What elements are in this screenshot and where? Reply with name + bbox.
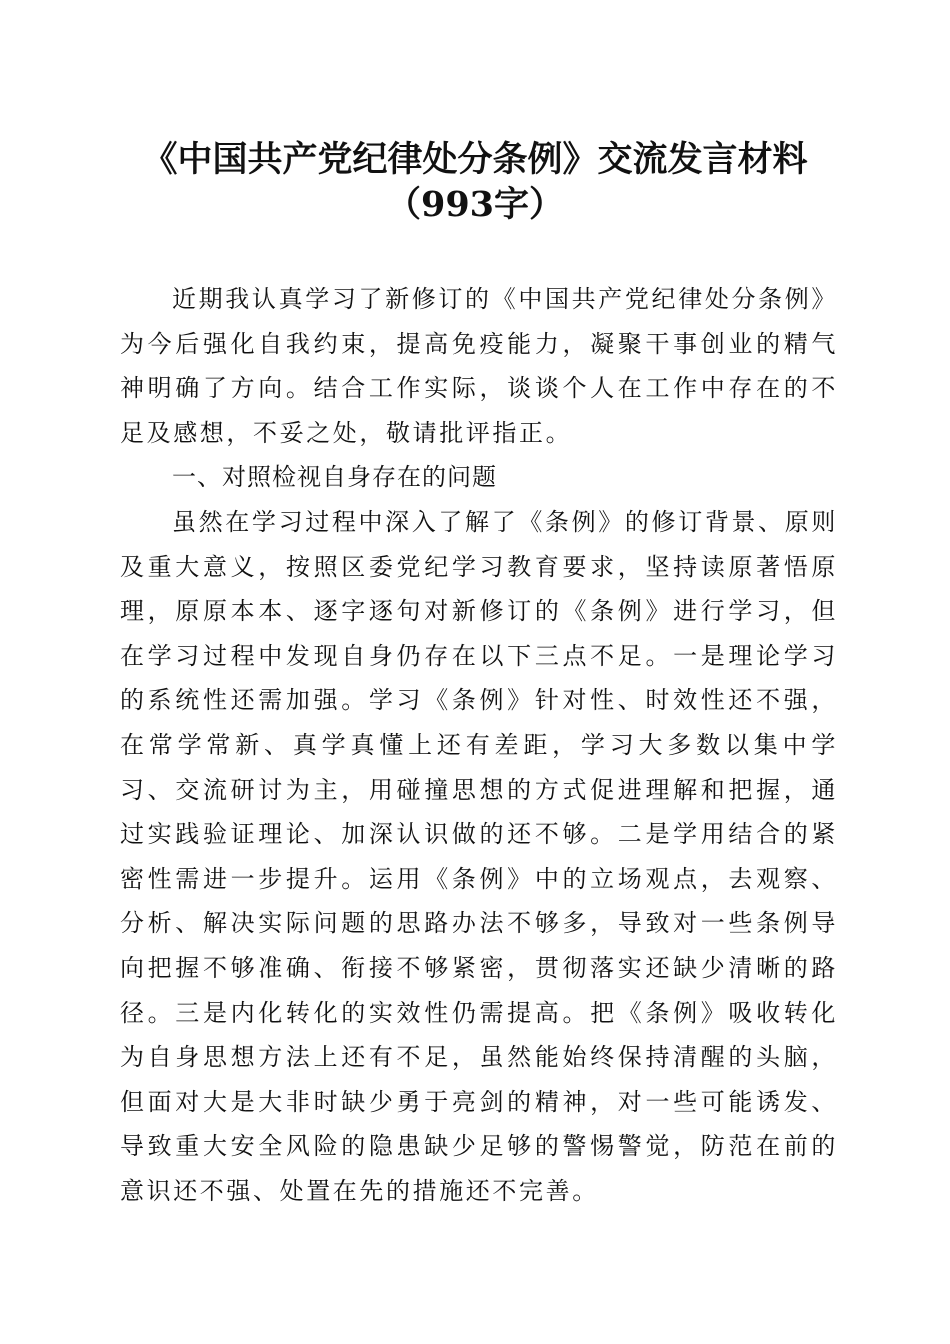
section-heading-1: 一、对照检视自身存在的问题 [172,463,497,491]
intro-paragraph: 近期我认真学习了新修订的《中国共产党纪律处分条例》为今后强化自我约束，提高免疫能力，凝聚干事创业的精气神明确了方向。结合工作实际，谈谈个人在工作中存在的不足及感想，不妥之处，敬请批评指正。 [120,285,838,447]
document-title: 《中国共产党纪律处分条例》交流发言材料 [142,139,808,180]
document-subtitle-word-count: （993字） [385,184,565,225]
section-1-paragraph: 虽然在学习过程中深入了解了《条例》的修订背景、原则及重大意义，按照区委党纪学习教育要求，坚持读原著悟原理，原原本本、逐字逐句对新修订的《条例》进行学习，但在学习过程中发现自身仍存在以下三点不足。一是理论学习的系统性还需加强。学习《条例》针对性、时效性还不强，在常学常新、真学真懂上还有差距，学习大多数以集中学习、交流研讨为主，用碰撞思想的方式促进理解和把握，通过实践验证理论、加深认识做的还不够。二是学用结合的紧密性需进一步提升。运用《条例》中的立场观点，去观察、分析、解决实际问题的思路办法不够多，导致对一些条例导向把握不够准确、衔接不够紧密，贯彻落实还缺少清晰的路径。三是内化转化的实效性仍需提高。把《条例》吸收转化为自身思想方法上还有不足，虽然能始终保持清醒的头脑，但面对大是大非时缺少勇于亮剑的精神，对一些可能诱发、导致重大安全风险的隐患缺少足够的警惕警觉，防范在前的意识还不强、处置在先的措施还不完善。 [120,508,838,1205]
